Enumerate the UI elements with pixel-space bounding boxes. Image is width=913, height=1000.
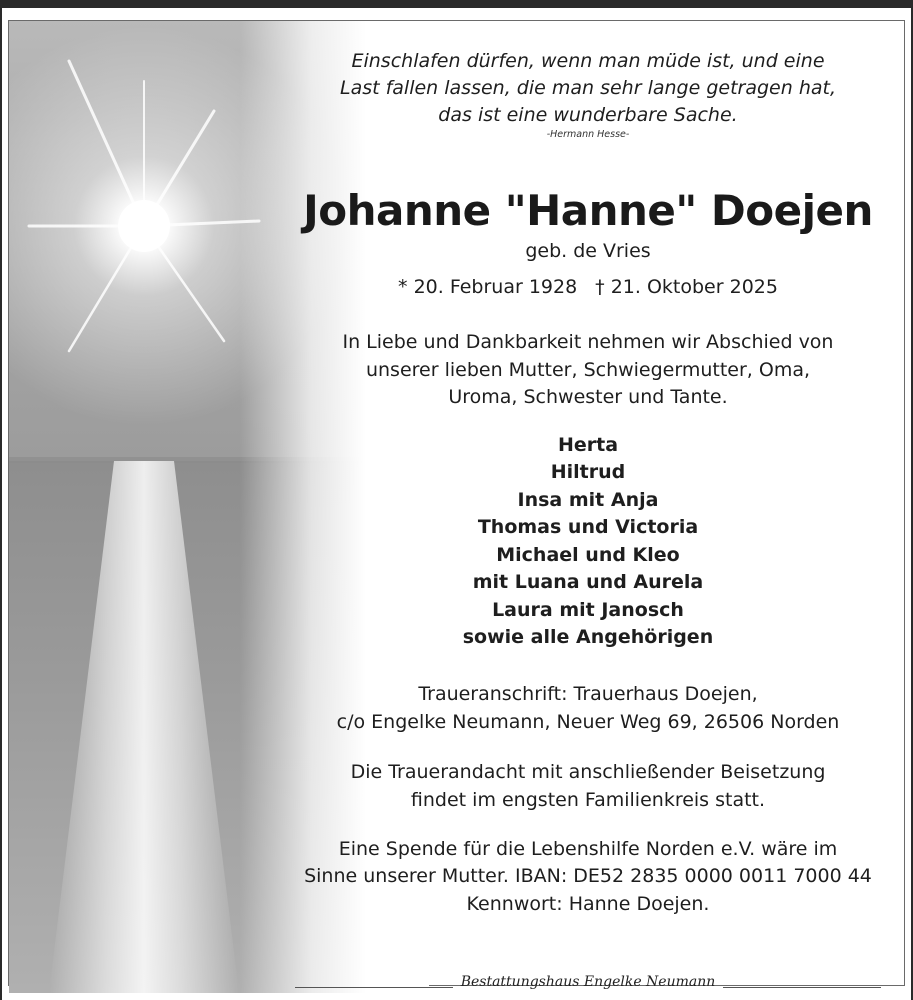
mourner-entry: Michael und Kleo (496, 543, 680, 566)
funeral-home-name: Bestattungshaus Engelke Neumann (460, 974, 716, 990)
service-line: findet im engsten Familienkreis statt. (410, 788, 766, 811)
donation-line: Kennwort: Hanne Doejen. (466, 892, 710, 915)
donation-line: Sinne unserer Mutter. IBAN: DE52 2835 0000 0011 7000 44 (304, 865, 872, 887)
maiden-name: geb. de Vries (525, 240, 651, 262)
quote-line: Einschlafen dürfen, wenn man müde ist, und eine (351, 50, 825, 72)
mourner-entry: Hiltrud (550, 461, 626, 483)
farewell-line: unserer lieben Mutter, Schwiegermutter, Oma, (365, 358, 811, 381)
mourner-entry: Herta (557, 433, 619, 456)
death-date: † 21. Oktober 2025 (595, 276, 778, 298)
mourners-list (282, 432, 894, 652)
farewell-line: Uroma, Schwester und Tante. (448, 386, 728, 408)
mourner-entry: sowie alle Angehörigen (462, 626, 714, 648)
quote-line: Last fallen lassen, die man sehr lange getragen hat, (339, 77, 836, 99)
address-line: c/o Engelke Neumann, Neuer Weg 69, 26506 Norden (336, 710, 840, 733)
address-line: Traueranschrift: Trauerhaus Doejen, (418, 682, 758, 705)
farewell-text (282, 329, 894, 412)
life-dates (282, 275, 894, 299)
birth-date: * 20. Februar 1928 (398, 276, 578, 298)
service-info (282, 758, 894, 814)
obituary-content (282, 48, 894, 918)
footer-rule-right (723, 987, 881, 988)
footer-rule-left (295, 987, 453, 988)
quote-line: das ist eine wunderbare Sache. (438, 104, 738, 126)
donation-info (282, 836, 894, 919)
quote-author: -Hermann Hesse- (546, 129, 630, 140)
mourning-address (282, 680, 894, 736)
mourner-entry: Insa mit Anja (517, 488, 659, 511)
mourner-entry: mit Luana und Aurela (472, 571, 704, 593)
mourner-entry: Thomas und Victoria (477, 516, 699, 538)
mourner-entry: Laura mit Janosch (492, 598, 684, 621)
service-line: Die Trauerandacht mit anschließender Beisetzung (350, 760, 826, 783)
farewell-line: In Liebe und Dankbarkeit nehmen wir Abschied von (342, 331, 834, 353)
deceased-name: Johanne "Hanne" Doejen (303, 186, 873, 235)
footer (282, 974, 894, 990)
donation-line: Eine Spende für die Lebenshilfe Norden e.V. wäre im (338, 837, 838, 860)
